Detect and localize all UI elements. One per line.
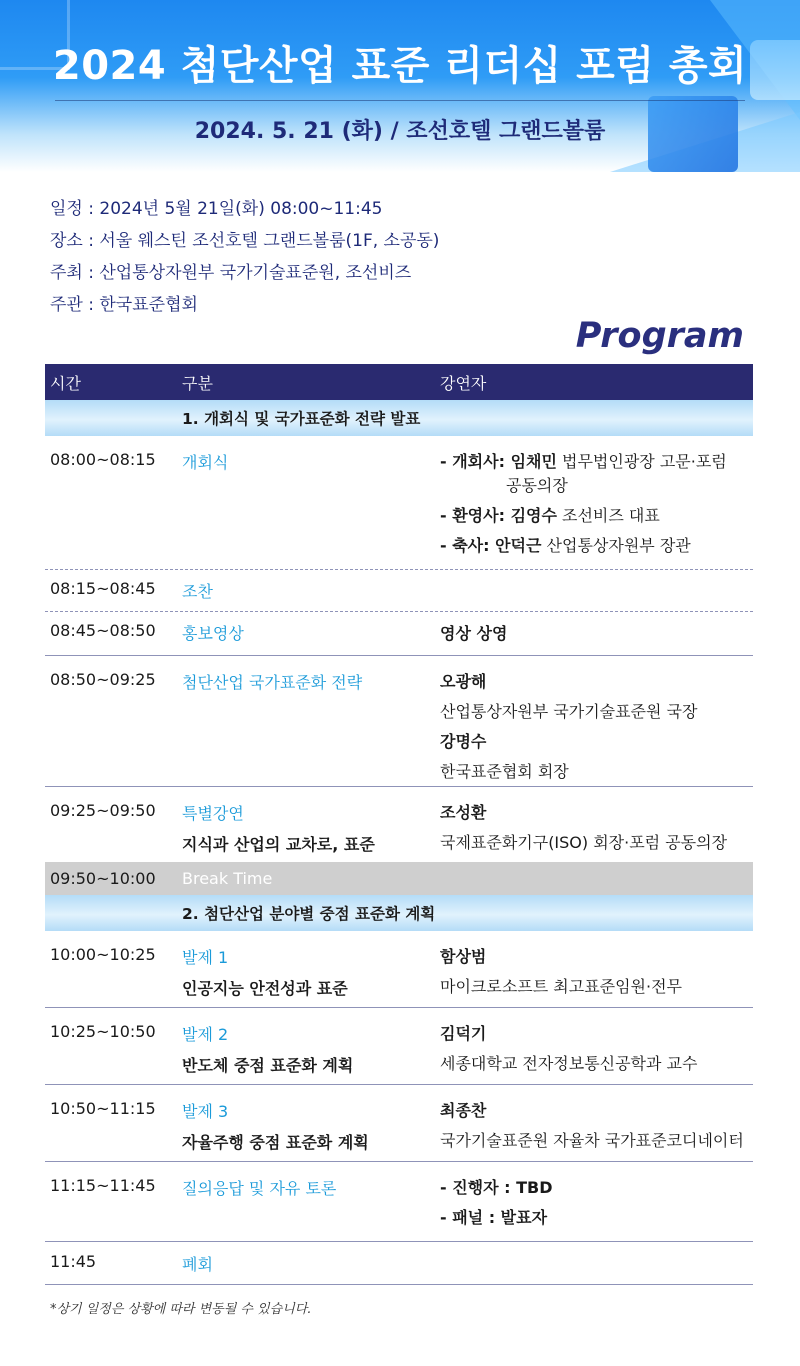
divider	[55, 100, 745, 101]
header-time: 시간	[50, 373, 81, 393]
row-time: 08:15~08:45	[50, 579, 156, 598]
page-subtitle: 2024. 5. 21 (화) / 조선호텔 그랜드볼룸	[194, 119, 606, 144]
table-row	[45, 787, 753, 862]
row-speakers: - 개회사: 임채민 법무법인광장 고문·포럼 공동의장 - 환영사: 김영수 조선비즈 대표 - 축사: 안덕근 산업통상자원부 장관	[440, 436, 753, 569]
row-category: 개회식	[182, 453, 229, 472]
section-title: 1. 개회식 및 국가표준화 전략 발표	[182, 410, 421, 428]
row-time: 09:50~10:00	[50, 869, 156, 888]
table-row	[45, 1008, 753, 1085]
row-speakers: 오광해 산업통상자원부 국가기술표준원 국장 강명수 한국표준협회 회장	[440, 672, 698, 781]
speaker-line: - 개회사: 임채민 법무법인광장 고문·포럼	[440, 452, 727, 471]
row-time: 09:25~09:50	[50, 801, 156, 820]
row-speakers: 함상범 마이크로소프트 최고표준임원·전무	[440, 947, 683, 996]
row-speaker: 영상 상영	[440, 624, 508, 643]
info-host: 주최 : 산업통상자원부 국가기술표준원, 조선비즈	[50, 263, 412, 283]
break-row	[45, 862, 753, 895]
speaker-line: - 환영사: 김영수 조선비즈 대표	[440, 506, 660, 525]
row-category: 홍보영상	[182, 624, 244, 643]
table-row	[45, 1085, 753, 1162]
header-speaker: 강연자	[440, 373, 487, 393]
row-time: 11:45	[50, 1252, 97, 1271]
row-time: 10:25~10:50	[50, 1022, 156, 1041]
program-table	[45, 364, 753, 1285]
event-info	[50, 197, 439, 325]
row-category: 발제 1 인공지능 안전성과 표준	[182, 948, 348, 998]
section-title: 2. 첨단산업 분야별 중점 표준화 계획	[182, 905, 436, 923]
row-speakers: 조성환 국제표준화기구(ISO) 회장·포럼 공동의장	[440, 803, 728, 852]
row-category: 발제 2 반도체 중점 표준화 계획	[182, 1025, 354, 1075]
table-row	[45, 612, 753, 656]
table-row	[45, 931, 753, 1008]
row-category: Break Time	[182, 869, 273, 888]
row-speakers: - 진행자 : TBD - 패널 : 발표자	[440, 1178, 553, 1227]
row-category: 폐회	[182, 1255, 213, 1274]
row-time: 10:50~11:15	[50, 1099, 156, 1118]
speaker-line: - 축사: 안덕근 산업통상자원부 장관	[440, 536, 691, 555]
row-category: 특별강연 지식과 산업의 교차로, 표준	[182, 804, 375, 854]
info-venue: 장소 : 서울 웨스틴 조선호텔 그랜드볼룸(1F, 소공동)	[50, 231, 440, 251]
row-time: 08:00~08:15	[50, 450, 156, 469]
table-row	[45, 570, 753, 612]
table-row	[45, 1162, 753, 1242]
row-category: 첨단산업 국가표준화 전략	[182, 673, 363, 692]
row-time: 10:00~10:25	[50, 945, 156, 964]
row-time: 08:50~09:25	[50, 670, 156, 689]
row-speakers: 김덕기 세종대학교 전자정보통신공학과 교수	[440, 1024, 698, 1073]
section-header	[45, 895, 753, 931]
table-header	[45, 364, 753, 400]
section-header	[45, 400, 753, 436]
header-banner	[0, 0, 800, 172]
table-row	[45, 656, 753, 787]
page-title: 2024 첨단산업 표준 리더십 포럼 총회	[52, 43, 748, 89]
table-row	[45, 436, 753, 570]
footnote: *상기 일정은 상황에 따라 변동될 수 있습니다.	[50, 1302, 312, 1317]
row-category: 조찬	[182, 582, 213, 601]
row-category: 발제 3 자율주행 중점 표준화 계획	[182, 1102, 369, 1152]
info-organizer: 주관 : 한국표준협회	[50, 295, 198, 315]
row-speakers: 최종찬 국가기술표준원 자율차 국가표준코디네이터	[440, 1101, 744, 1150]
info-schedule: 일정 : 2024년 5월 21일(화) 08:00~11:45	[50, 199, 383, 219]
row-category: 질의응답 및 자유 토론	[182, 1179, 337, 1198]
row-time: 11:15~11:45	[50, 1176, 156, 1195]
row-time: 08:45~08:50	[50, 621, 156, 640]
table-row	[45, 1242, 753, 1285]
program-heading: Program	[575, 316, 744, 356]
header-category: 구분	[182, 373, 213, 393]
